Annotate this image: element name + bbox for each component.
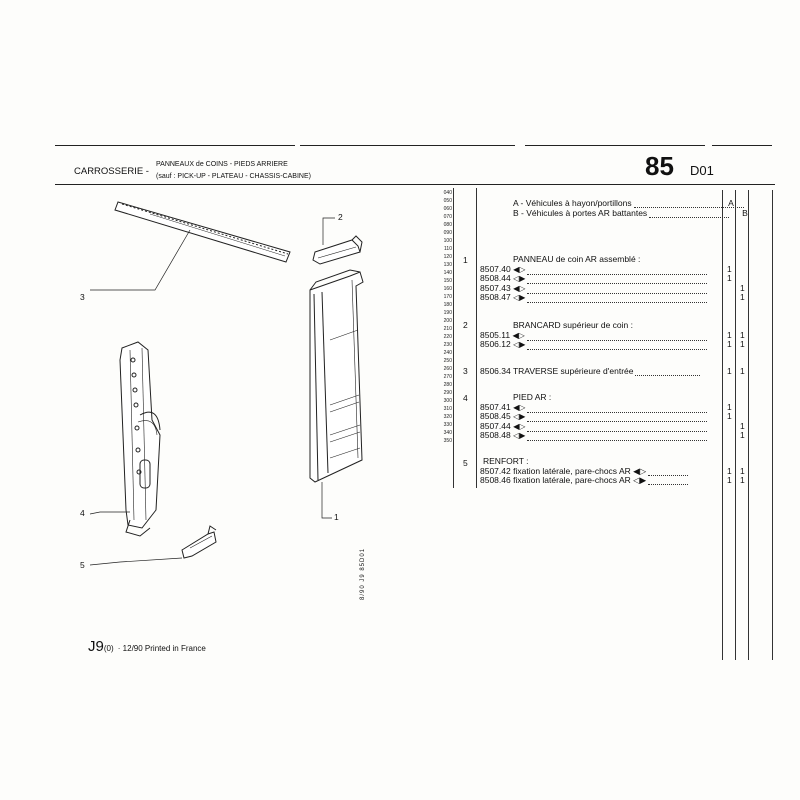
qty-a: 1	[727, 366, 732, 376]
vertical-doc-code: 8/90 J9 85D01	[360, 547, 366, 600]
line-code-column	[438, 189, 452, 445]
qty-a: 1	[727, 339, 732, 349]
top-rule	[525, 145, 705, 146]
line-code: 070	[443, 214, 452, 220]
variant-col: A	[728, 198, 734, 208]
part-group-title: BRANCARD supérieur de coin :	[513, 320, 633, 330]
part-description: fixation latérale, pare-chocs AR ◀▷	[513, 466, 647, 476]
grid-line	[476, 188, 477, 488]
parts-diagram	[60, 190, 430, 590]
callout-label-1: 1	[334, 512, 339, 522]
line-code: 110	[444, 246, 452, 252]
brancard-part	[313, 236, 362, 264]
callout-leader-4	[90, 512, 130, 514]
qty-b: 1	[740, 283, 745, 293]
line-code: 160	[443, 286, 452, 292]
direction-symbol: ◀▷	[513, 422, 526, 431]
qty-a: 1	[727, 264, 732, 274]
ref-number: 1	[463, 255, 468, 265]
direction-symbol: ◁▶	[513, 412, 526, 421]
part-number: 8508.46	[480, 475, 511, 485]
qty-b: 1	[740, 292, 745, 302]
leader-dots	[635, 368, 700, 376]
section-title: CARROSSERIE -	[74, 166, 149, 177]
qty-b: 1	[740, 366, 745, 376]
direction-symbol: ◀▷	[513, 403, 526, 412]
footer-date: · 12/90 Printed in France	[117, 644, 206, 653]
line-code: 310	[443, 406, 452, 412]
page-title: PANNEAUX de COINS - PIEDS ARRIERE	[156, 161, 288, 168]
callout-label-2: 2	[338, 212, 343, 222]
qty-a: 1	[727, 411, 732, 421]
part-row	[480, 475, 690, 485]
part-row	[480, 339, 709, 350]
line-code: 120	[443, 254, 452, 260]
line-code: 260	[443, 366, 452, 372]
part-number: 8506.12	[480, 339, 511, 349]
parts-diagram-svg	[60, 190, 430, 590]
line-code: 340	[443, 430, 452, 436]
qty-a: 1	[727, 466, 732, 476]
leader-dots	[527, 342, 707, 350]
direction-symbol: ◀▷	[512, 331, 525, 340]
page-number: 85	[645, 151, 674, 181]
ref-number: 5	[463, 458, 468, 468]
qty-a: 1	[727, 330, 732, 340]
footer	[88, 638, 206, 655]
callout-label-4: 4	[80, 508, 85, 518]
qty-b: 1	[740, 466, 745, 476]
direction-symbol: ◁▶	[513, 431, 526, 440]
line-code: 150	[443, 278, 452, 284]
direction-symbol: ◁▶	[513, 293, 526, 302]
leader-dots	[649, 210, 729, 218]
part-group-title: RENFORT :	[483, 456, 529, 466]
ref-number: 2	[463, 320, 468, 330]
qty-a: 1	[727, 273, 732, 283]
variant-row	[513, 198, 779, 208]
grid-line	[748, 190, 749, 660]
part-number: 8507.40	[480, 264, 511, 274]
qty-b: 1	[740, 475, 745, 485]
qty-b: 1	[740, 430, 745, 440]
corner-panel-part	[310, 270, 363, 482]
direction-symbol: ◁▶	[513, 340, 526, 349]
part-row	[480, 430, 709, 441]
line-code: 050	[443, 198, 452, 204]
direction-symbol: ◁▶	[513, 274, 526, 283]
qty-a: 1	[727, 402, 732, 412]
page-subtitle: (sauf : PICK-UP - PLATEAU - CHASSIS-CABINE)	[156, 173, 311, 180]
line-code: 060	[443, 206, 452, 212]
qty-a: 1	[727, 475, 732, 485]
leader-dots	[648, 477, 688, 485]
qty-b: 1	[740, 421, 745, 431]
line-code: 270	[443, 374, 452, 380]
footer-code: J9	[88, 638, 104, 655]
footer-sub: (0)	[103, 644, 114, 653]
line-code: 200	[443, 318, 452, 324]
qty-b: 1	[740, 339, 745, 349]
part-number: 8507.42	[480, 466, 511, 476]
line-code: 240	[443, 350, 452, 356]
direction-symbol: ◀▷	[513, 284, 526, 293]
line-code: 080	[443, 222, 452, 228]
line-code: 040	[443, 190, 452, 196]
part-number: 8508.48	[480, 430, 511, 440]
variant-col: B	[742, 208, 748, 218]
leader-dots	[527, 295, 707, 303]
part-number: 8505.11	[480, 330, 511, 340]
header-rule	[55, 184, 775, 185]
top-rule	[712, 145, 772, 146]
rear-pillar-part	[120, 342, 160, 536]
part-number: 8508.44	[480, 273, 511, 283]
leader-dots	[527, 433, 707, 441]
line-code: 220	[443, 334, 452, 340]
line-code: 300	[443, 398, 452, 404]
callout-leader-5	[90, 558, 182, 565]
page-code: D01	[690, 163, 714, 178]
callout-leader-1	[322, 482, 332, 518]
part-row	[480, 292, 709, 303]
callout-leader-3	[90, 230, 190, 290]
part-description: fixation latérale, pare-chocs AR ◁▶	[513, 475, 647, 485]
part-number: 8507.41	[480, 402, 511, 412]
renfort-part	[182, 526, 216, 558]
line-code: 180	[443, 302, 452, 308]
variant-row	[513, 208, 731, 218]
qty-b: 1	[740, 330, 745, 340]
variant-label: B - Véhicules à portes AR battantes	[513, 208, 648, 218]
line-code: 350	[443, 438, 452, 444]
traverse-part	[115, 202, 290, 262]
top-rule	[300, 145, 515, 146]
part-number: 8507.43	[480, 283, 511, 293]
part-description: TRAVERSE supérieure d'entrée	[512, 366, 634, 376]
part-number: 8508.47	[480, 292, 511, 302]
ref-number: 4	[463, 393, 468, 403]
part-row	[480, 366, 702, 376]
line-code: 130	[443, 262, 452, 268]
part-number: 8506.34	[480, 366, 511, 376]
line-code: 280	[443, 382, 452, 388]
line-code: 320	[443, 414, 452, 420]
line-code: 330	[443, 422, 452, 428]
part-group-title: PIED AR :	[513, 392, 552, 402]
callout-label-3: 3	[80, 292, 85, 302]
grid-line	[735, 190, 736, 660]
line-code: 090	[443, 230, 452, 236]
top-rule	[55, 145, 295, 146]
direction-symbol: ◀▷	[513, 265, 526, 274]
line-code: 190	[443, 310, 452, 316]
variant-label: A - Véhicules à hayon/portillons	[513, 198, 632, 208]
part-number: 8507.44	[480, 421, 511, 431]
part-group-title: PANNEAU de coin AR assemblé :	[513, 254, 641, 264]
callout-leader-2	[323, 218, 335, 245]
grid-line	[453, 188, 454, 488]
line-code: 170	[443, 294, 452, 300]
ref-number: 3	[463, 366, 468, 376]
grid-line	[772, 190, 773, 660]
callout-label-5: 5	[80, 560, 85, 570]
line-code: 210	[443, 326, 452, 332]
line-code: 290	[443, 390, 452, 396]
line-code: 100	[443, 238, 452, 244]
line-code: 230	[443, 342, 452, 348]
line-code: 140	[443, 270, 452, 276]
part-number: 8508.45	[480, 411, 511, 421]
grid-line	[722, 190, 723, 660]
line-code: 250	[443, 358, 452, 364]
